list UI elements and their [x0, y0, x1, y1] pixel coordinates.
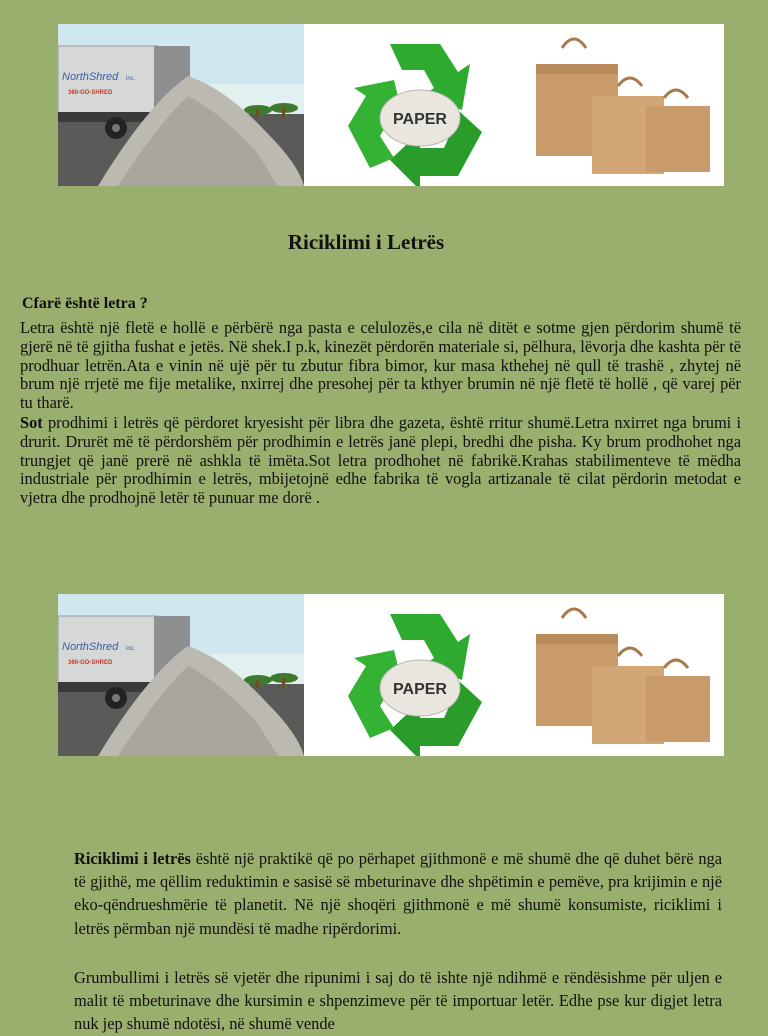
truck-phone: 360-GO-SHRED [68, 90, 113, 96]
truck-brand: NorthShred [62, 71, 119, 83]
paper-bags-image [536, 39, 710, 174]
truck-brand-suffix: inc. [126, 646, 136, 652]
truck-brand-suffix: inc. [126, 76, 136, 82]
paragraph-what-is-paper: Letra është një fletë e hollë e përbërë nga pasta e celulozës,e cila në ditët e sotme gjen përdorim shumë të gjerë në të gjitha fushat e jetës. Në shek.I p.k, kinezët përdorën materiale si, pëlhura, lëvorja dhe kashta për të prodhuar letrën.Ata e vinin në ujë për tu zbutur fibra bimor, kur masa kthehej në qull të trashë , zhytej në brum një rrjetë me fije metalike, nxirrej dhe presohej për ta kthyer brumin në një fletë të hollë , që varej për tu tharë. [20, 318, 741, 413]
paragraph-lead: Sot [20, 413, 43, 432]
recycle-label: PAPER [393, 681, 447, 698]
truck-brand: NorthShred [62, 641, 119, 653]
recycle-icon [348, 614, 482, 756]
paragraph-production [20, 414, 741, 508]
paragraph-body: është një praktikë që po përhapet gjithmonë e më shumë dhe që duhet bërë nga të gjithë, me qëllim reduktimin e sasisë së mbeturinave dhe shpëtimin e pemëve, pra krijimin e një eko-qëndrueshmërie të planetit. Në një shoqëri gjithmonë e më shumë konsumiste, riciklimi i letrës përmban një mundësi të madhe ripërdorimi. [74, 849, 722, 938]
banner-image-top [58, 24, 724, 186]
banner-image-bottom [58, 594, 724, 756]
paragraph-collection: Grumbullimi i letrës së vjetër dhe ripunimi i saj do të ishte një ndihmë e rëndësishme për uljen e malit të mbeturinave dhe kursimin e shpenzimeve për të importuar letër. Edhe pse kur digjet letra nuk jep shumë ndotësi, në shumë vende [74, 968, 722, 1034]
paragraph-lead: Riciklimi i letrës [74, 849, 191, 868]
paragraph-body: prodhimi i letrës që përdoret kryesisht për libra dhe gazeta, është rritur shumë.Letra nxirret nga brumi i drurit. Drurët më të përdorshëm për prodhimin e letrës janë plepi, bredhi dhe pisha. Ky brum prodhohet nga trungjet që janë prerë në ashkla të imëta.Sot letra prodhohet në fabrikë.Krahas stabilimenteve të mëdha industriale për prodhimin e letrës, mbijetojnë edhe fabrika të vogla artizanale të cilat përdorin metodat e vjetra dhe prodhojnë letër të punuar me dorë . [20, 413, 741, 508]
page-title: Riciklimi i Letrës [287, 230, 445, 254]
paragraph-recycling [74, 847, 722, 940]
paper-bags-image [536, 609, 710, 744]
truck-phone: 360-GO-SHRED [68, 660, 113, 666]
recycle-icon [348, 44, 482, 186]
recycle-label: PAPER [393, 111, 447, 128]
section-heading: Cfarë është letra ? [22, 295, 148, 312]
